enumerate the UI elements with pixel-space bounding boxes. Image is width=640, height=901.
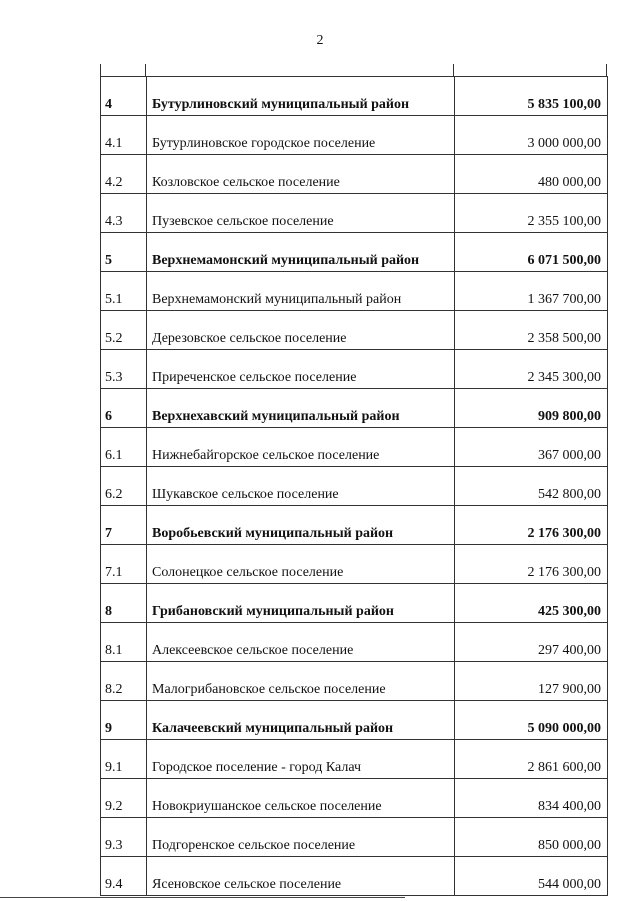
row-amount: 1 367 700,00: [455, 272, 608, 311]
row-name: Верхнехавский муниципальный район: [147, 389, 455, 428]
row-amount: 6 071 500,00: [455, 233, 608, 272]
row-name: Ясеновское сельское поселение: [147, 857, 455, 896]
budget-table-container: [100, 64, 607, 896]
row-name: Малогрибановское сельское поселение: [147, 662, 455, 701]
row-amount: 2 355 100,00: [455, 194, 608, 233]
settlement-row: [101, 818, 608, 857]
row-name: Козловское сельское поселение: [147, 155, 455, 194]
row-number: 5.3: [101, 350, 147, 389]
row-number: 4: [101, 77, 147, 116]
row-amount: 5 090 000,00: [455, 701, 608, 740]
row-name: Верхнемамонский муниципальный район: [147, 272, 455, 311]
row-number: 4.3: [101, 194, 147, 233]
row-number: 7.1: [101, 545, 147, 584]
settlement-row: [101, 623, 608, 662]
settlement-row: [101, 155, 608, 194]
row-amount: 3 000 000,00: [455, 116, 608, 155]
row-name: Дерезовское сельское поселение: [147, 311, 455, 350]
row-name: Пузевское сельское поселение: [147, 194, 455, 233]
settlement-row: [101, 545, 608, 584]
stub-col2: [453, 64, 454, 76]
settlement-row: [101, 740, 608, 779]
row-amount: 2 176 300,00: [455, 506, 608, 545]
footer-divider: [0, 897, 405, 898]
row-number: 6: [101, 389, 147, 428]
row-number: 8.2: [101, 662, 147, 701]
row-name: Приреченское сельское поселение: [147, 350, 455, 389]
district-row: [101, 233, 608, 272]
row-number: 9.2: [101, 779, 147, 818]
district-row: [101, 506, 608, 545]
row-name: Подгоренское сельское поселение: [147, 818, 455, 857]
stub-col1: [145, 64, 146, 76]
district-row: [101, 584, 608, 623]
district-row: [101, 701, 608, 740]
row-amount: 480 000,00: [455, 155, 608, 194]
stub-left: [100, 64, 101, 76]
row-number: 5: [101, 233, 147, 272]
settlement-row: [101, 272, 608, 311]
row-amount: 2 345 300,00: [455, 350, 608, 389]
row-name: Алексеевское сельское поселение: [147, 623, 455, 662]
row-name: Нижнебайгорское сельское поселение: [147, 428, 455, 467]
row-number: 9.1: [101, 740, 147, 779]
row-name: Шукавское сельское поселение: [147, 467, 455, 506]
row-number: 4.1: [101, 116, 147, 155]
settlement-row: [101, 467, 608, 506]
settlement-row: [101, 779, 608, 818]
row-amount: 5 835 100,00: [455, 77, 608, 116]
row-number: 6.1: [101, 428, 147, 467]
row-number: 8: [101, 584, 147, 623]
row-amount: 425 300,00: [455, 584, 608, 623]
row-name: Солонецкое сельское поселение: [147, 545, 455, 584]
row-number: 9.3: [101, 818, 147, 857]
settlement-row: [101, 311, 608, 350]
row-number: 6.2: [101, 467, 147, 506]
budget-table: [100, 76, 608, 896]
settlement-row: [101, 194, 608, 233]
stub-right: [606, 64, 607, 76]
table-top-stubs: [100, 64, 607, 76]
row-amount: 2 176 300,00: [455, 545, 608, 584]
row-number: 5.2: [101, 311, 147, 350]
row-name: Верхнемамонский муниципальный район: [147, 233, 455, 272]
row-number: 8.1: [101, 623, 147, 662]
row-name: Бутурлиновский муниципальный район: [147, 77, 455, 116]
row-amount: 127 900,00: [455, 662, 608, 701]
row-number: 9.4: [101, 857, 147, 896]
settlement-row: [101, 350, 608, 389]
settlement-row: [101, 857, 608, 896]
row-amount: 544 000,00: [455, 857, 608, 896]
row-amount: 2 861 600,00: [455, 740, 608, 779]
row-amount: 297 400,00: [455, 623, 608, 662]
row-amount: 367 000,00: [455, 428, 608, 467]
page-number: 2: [316, 33, 324, 48]
district-row: [101, 389, 608, 428]
row-name: Новокриушанское сельское поселение: [147, 779, 455, 818]
row-number: 4.2: [101, 155, 147, 194]
settlement-row: [101, 662, 608, 701]
row-name: Калачеевский муниципальный район: [147, 701, 455, 740]
row-number: 5.1: [101, 272, 147, 311]
row-name: Воробьевский муниципальный район: [147, 506, 455, 545]
row-amount: 850 000,00: [455, 818, 608, 857]
row-name: Городское поселение - город Калач: [147, 740, 455, 779]
row-name: Грибановский муниципальный район: [147, 584, 455, 623]
district-row: [101, 77, 608, 116]
budget-table-body: [101, 77, 608, 896]
row-amount: 909 800,00: [455, 389, 608, 428]
row-amount: 834 400,00: [455, 779, 608, 818]
row-amount: 2 358 500,00: [455, 311, 608, 350]
row-number: 7: [101, 506, 147, 545]
row-number: 9: [101, 701, 147, 740]
row-amount: 542 800,00: [455, 467, 608, 506]
settlement-row: [101, 116, 608, 155]
row-name: Бутурлиновское городское поселение: [147, 116, 455, 155]
settlement-row: [101, 428, 608, 467]
